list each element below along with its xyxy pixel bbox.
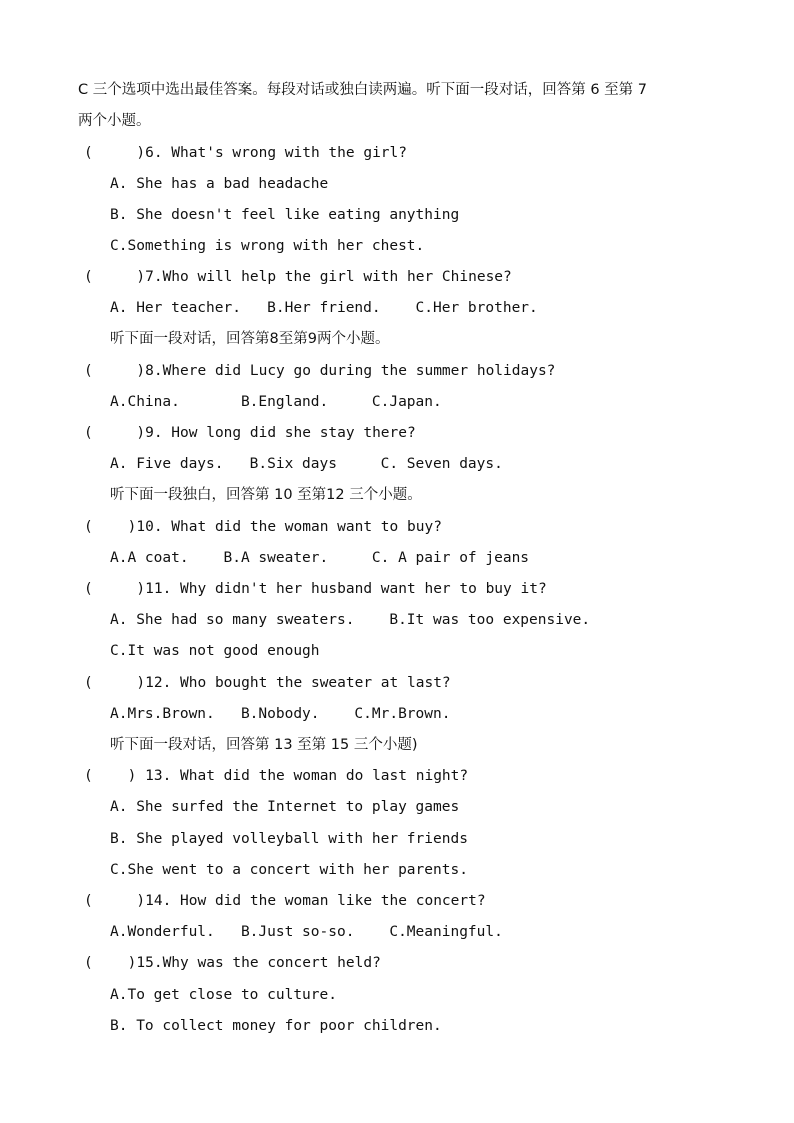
- option-line: B. She played volleyball with her friends: [110, 831, 468, 847]
- section-instruction: 听下面一段独白，回答第 10 至第12 三个小题。: [110, 487, 422, 503]
- instruction-line-1: C 三个选项中选出最佳答案。每段对话或独白读两遍。听下面一段对话，回答第 6 至第 7: [78, 82, 648, 98]
- question-13: ( ) 13. What did the woman do last night?: [84, 768, 469, 784]
- question-8: ( )8.Where did Lucy go during the summer holidays?: [84, 363, 556, 379]
- option-line: B. To collect money for poor children.: [110, 1018, 442, 1034]
- question-15: ( )15.Why was the concert held?: [84, 955, 381, 971]
- section-instruction: 听下面一段对话，回答第 13 至第 15 三个小题): [110, 737, 418, 753]
- instruction-line-2: 两个小题。: [78, 113, 151, 129]
- option-line: C.It was not good enough: [110, 643, 320, 659]
- question-9: ( )9. How long did she stay there?: [84, 425, 416, 441]
- option-line: A.Mrs.Brown. B.Nobody. C.Mr.Brown.: [110, 706, 451, 722]
- question-14: ( )14. How did the woman like the concert?: [84, 893, 486, 909]
- option-line: A.To get close to culture.: [110, 987, 337, 1003]
- question-10: ( )10. What did the woman want to buy?: [84, 519, 442, 535]
- option-line: B. She doesn't feel like eating anything: [110, 207, 460, 223]
- option-line: C.She went to a concert with her parents.: [110, 862, 468, 878]
- option-line: A. Her teacher. B.Her friend. C.Her brother.: [110, 300, 538, 316]
- question-11: ( )11. Why didn't her husband want her to buy it?: [84, 581, 547, 597]
- question-7: ( )7.Who will help the girl with her Chinese?: [84, 269, 512, 285]
- option-line: A. Five days. B.Six days C. Seven days.: [110, 456, 503, 472]
- option-line: A.A coat. B.A sweater. C. A pair of jeans: [110, 550, 530, 566]
- option-line: C.Something is wrong with her chest.: [110, 238, 425, 254]
- option-line: A.China. B.England. C.Japan.: [110, 394, 442, 410]
- option-line: A.Wonderful. B.Just so-so. C.Meaningful.: [110, 924, 503, 940]
- question-12: ( )12. Who bought the sweater at last?: [84, 675, 451, 691]
- section-instruction: 听下面一段对话，回答第8至第9两个小题。: [110, 331, 390, 347]
- option-line: A. She surfed the Internet to play games: [110, 799, 460, 815]
- option-line: A. She had so many sweaters. B.It was too expensive.: [110, 612, 591, 628]
- option-line: A. She has a bad headache: [110, 176, 329, 192]
- question-6: ( )6. What's wrong with the girl?: [84, 145, 408, 161]
